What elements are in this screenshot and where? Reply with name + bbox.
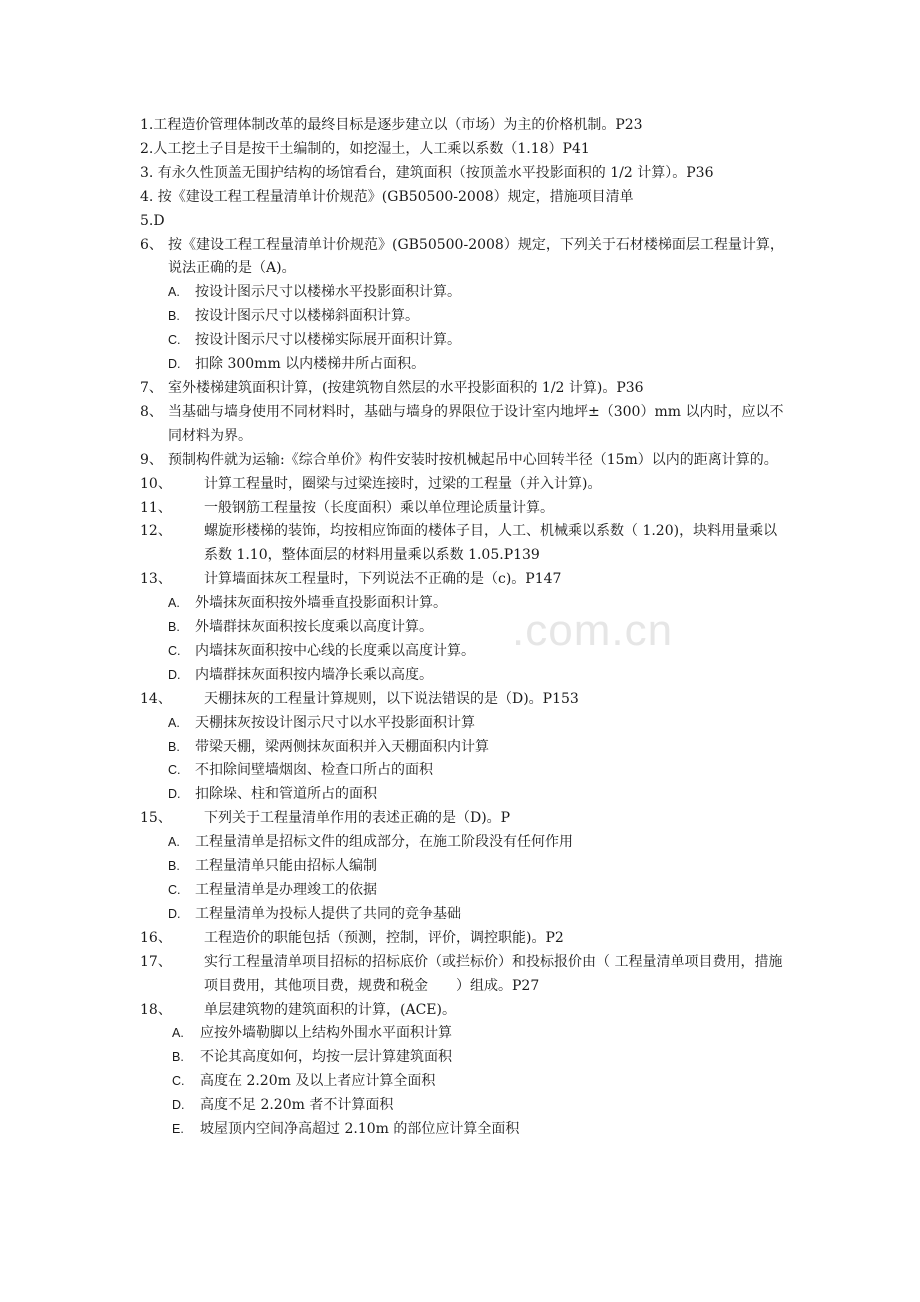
- option-d: [140, 664, 790, 688]
- question-text: 实行工程量清单项目招标的招标底价（或拦标价）和投标报价由（ 工程量清单项目费用，措施项目费用，其他项目费，规费和税金 ）组成。P27: [204, 953, 783, 994]
- question-15: [140, 807, 790, 831]
- option-letter: A.: [168, 285, 180, 300]
- question-text: 工程造价的职能包括（预测，控制，评价，调控职能)。P2: [204, 929, 564, 946]
- option-b: [140, 616, 790, 640]
- option-text: 按设计图示尺寸以楼梯斜面积计算。: [195, 308, 419, 325]
- option-letter: B.: [168, 739, 180, 754]
- item-3: 3. 有永久性顶盖无围护结构的场馆看台，建筑面积（按顶盖水平投影面积的 1/2 计算）。P36: [140, 164, 714, 181]
- question-number: 18、: [140, 1001, 172, 1018]
- question-9: [140, 449, 790, 473]
- option-text: 坡屋顶内空间净高超过 2.10m 的部位应计算全面积: [200, 1121, 520, 1138]
- option-letter: A.: [168, 596, 180, 611]
- option-text: 带梁天棚，梁两侧抹灰面积并入天棚面积内计算: [195, 738, 489, 755]
- option-b: [140, 305, 790, 329]
- question-text: 下列关于工程量清单作用的表述正确的是（D)。P: [204, 810, 511, 827]
- question-number: 12、: [140, 523, 172, 540]
- question-number: 6、: [140, 236, 163, 253]
- option-a: [140, 1022, 790, 1046]
- option-c: [140, 329, 790, 353]
- option-letter: C.: [168, 333, 181, 348]
- question-number: 9、: [140, 451, 163, 468]
- question-number: 16、: [140, 929, 172, 946]
- option-letter: D.: [168, 667, 181, 682]
- question-text: 预制构件就为运输:《综合单价》构件安装时按机械起吊中心回转半径（15m）以内的距离计算的。: [168, 451, 778, 468]
- item-1: 1.工程造价管理体制改革的最终目标是逐步建立以（市场）为主的价格机制。P23: [140, 117, 643, 133]
- option-text: 按设计图示尺寸以楼梯水平投影面积计算。: [195, 284, 461, 301]
- option-a: [140, 831, 790, 855]
- option-text: 天棚抹灰按设计图示尺寸以水平投影面积计算: [195, 714, 475, 731]
- question-text: 当基础与墙身使用不同材料时，基础与墙身的界限位于设计室内地坪±（300）mm 以内时，应以不同材料为界。: [168, 403, 784, 444]
- option-b: [140, 736, 790, 760]
- option-letter: B.: [168, 620, 180, 635]
- option-text: 工程量清单为投标人提供了共同的竞争基础: [195, 905, 461, 922]
- question-number: 13、: [140, 571, 172, 588]
- option-letter: B.: [168, 859, 180, 874]
- option-a: [140, 592, 790, 616]
- question-text: 计算墙面抹灰工程量时，下列说法不正确的是（c)。P147: [204, 571, 562, 588]
- question-16: [140, 927, 790, 951]
- option-letter: D.: [172, 1098, 185, 1113]
- option-d: [140, 1094, 790, 1118]
- option-text: 外墙群抹灰面积按长度乘以高度计算。: [195, 619, 433, 636]
- option-c: [140, 640, 790, 664]
- option-a: [140, 281, 790, 305]
- question-number: 10、: [140, 475, 172, 492]
- question-18: [140, 999, 790, 1023]
- option-c: [140, 759, 790, 783]
- question-text: 一般钢筋工程量按（长度面积）乘以单位理论质量计算。: [204, 499, 554, 516]
- option-letter: E.: [172, 1122, 184, 1137]
- option-text: 应按外墙勒脚以上结构外围水平面积计算: [200, 1025, 452, 1042]
- option-letter: C.: [168, 763, 181, 778]
- option-e: [140, 1118, 790, 1142]
- item-5: 5.D: [140, 212, 165, 229]
- option-text: 扣除垛、柱和管道所占的面积: [195, 786, 377, 803]
- question-number: 11、: [140, 499, 172, 516]
- option-text: 不扣除间壁墙烟囱、检查口所占的面积: [195, 762, 433, 779]
- option-d: [140, 353, 790, 377]
- option-text: 扣除 300mm 以内楼梯井所占面积。: [195, 356, 426, 373]
- option-text: 工程量清单是办理竣工的依据: [195, 882, 377, 898]
- question-14: [140, 688, 790, 712]
- option-letter: B.: [172, 1050, 184, 1065]
- option-letter: A.: [168, 715, 180, 730]
- option-b: [140, 1046, 790, 1070]
- option-text: 内墙群抹灰面积按内墙净长乘以高度。: [195, 666, 433, 683]
- option-a: [140, 712, 790, 736]
- question-number: 14、: [140, 690, 172, 707]
- question-number: 7、: [140, 379, 163, 396]
- question-text: 单层建筑物的建筑面积的计算，(ACE)。: [204, 1001, 456, 1018]
- question-text: 螺旋形楼梯的装饰，均按相应饰面的楼体子目，人工、机械乘以系数（ 1.20)，块料用量乘以系数 1.10，整体面层的材料用量乘以系数 1.05.P139: [204, 523, 778, 564]
- question-number: 8、: [140, 403, 163, 420]
- option-c: [140, 879, 790, 903]
- question-17: [140, 951, 790, 999]
- option-b: [140, 855, 790, 879]
- option-text: 高度在 2.20m 及以上者应计算全面积: [200, 1073, 436, 1090]
- question-7: [140, 377, 790, 401]
- question-text: 天棚抹灰的工程量计算规则，以下说法错误的是（D)。P153: [204, 690, 579, 707]
- question-13: [140, 568, 790, 592]
- option-d: [140, 783, 790, 807]
- option-letter: D.: [168, 906, 181, 921]
- option-text: 工程量清单是招标文件的组成部分，在施工阶段没有任何作用: [195, 834, 573, 851]
- item-2: 2.人工挖土子目是按干土编制的，如挖湿土，人工乘以系数（1.18）P41: [140, 140, 590, 157]
- question-number: 15、: [140, 810, 172, 827]
- option-text: 按设计图示尺寸以楼梯实际展开面积计算。: [195, 332, 461, 349]
- question-text: 计算工程量时，圈梁与过梁连接时，过梁的工程量（并入计算)。: [204, 475, 602, 492]
- watermark: .com.cn: [512, 606, 674, 655]
- option-letter: C.: [172, 1074, 185, 1089]
- question-12: [140, 520, 790, 568]
- item-4: 4. 按《建设工程工程量清单计价规范》(GB50500-2008）规定，措施项目清单: [140, 188, 634, 205]
- option-text: 不论其高度如何，均按一层计算建筑面积: [200, 1049, 452, 1066]
- question-number: 17、: [140, 953, 172, 970]
- question-11: [140, 497, 790, 521]
- option-letter: C.: [168, 883, 181, 897]
- question-text: 室外楼梯建筑面积计算，(按建筑物自然层的水平投影面积的 1/2 计算)。P36: [168, 379, 644, 396]
- question-8: [140, 401, 790, 449]
- option-text: 工程量清单只能由招标人编制: [195, 858, 377, 875]
- question-10: [140, 473, 790, 497]
- document-body: [140, 114, 790, 1142]
- option-text: 外墙抹灰面积按外墙垂直投影面积计算。: [195, 595, 447, 612]
- option-letter: D.: [168, 357, 181, 372]
- option-d: [140, 903, 790, 927]
- option-c: [140, 1070, 790, 1094]
- option-letter: A.: [172, 1026, 184, 1041]
- option-text: 高度不足 2.20m 者不计算面积: [200, 1097, 394, 1114]
- question-6: [140, 234, 790, 282]
- option-letter: D.: [168, 787, 181, 802]
- option-letter: B.: [168, 309, 180, 324]
- option-letter: C.: [168, 643, 181, 658]
- option-letter: A.: [168, 835, 180, 850]
- option-text: 内墙抹灰面积按中心线的长度乘以高度计算。: [195, 642, 475, 659]
- question-text: 按《建设工程工程量清单计价规范》(GB50500-2008）规定，下列关于石材楼梯面层工程量计算，说法正确的是（A)。: [168, 236, 784, 277]
